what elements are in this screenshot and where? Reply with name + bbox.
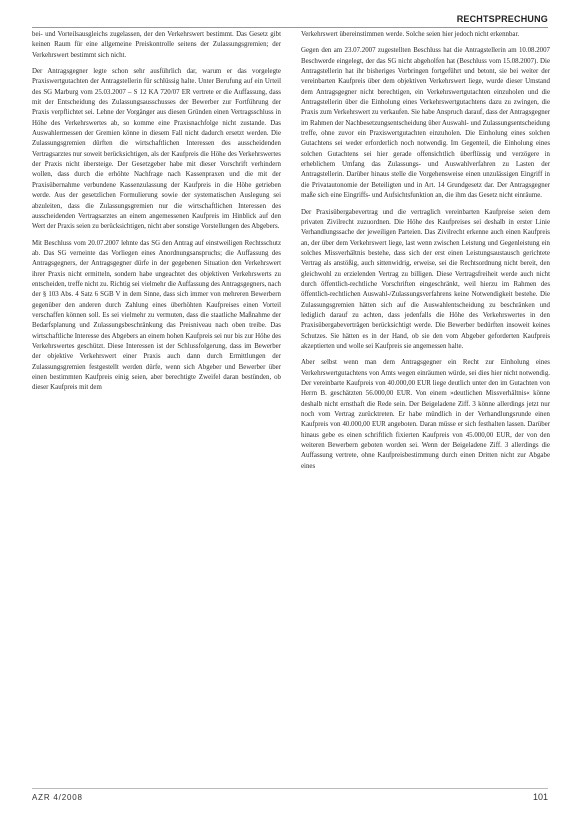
page-header xyxy=(32,14,548,28)
paragraph: Der Antragsgegner legte schon sehr ausführlich dar, warum er das vorgelegte Praxiswertgutachten der Antragstellerin für schlüssig halte. Unter Berufung auf ein Urteil des SG Marburg vom 25.03.2007 – S 12 KA 720/07 ER vertrete er die Auffassung, dass mit der Entscheidung des Zulassungsausschusses der Bewerber zur Fortführung der Praxis verpflichtet sei. Lehne der Vorgänger aus diesen Gründen einen Vertragsschluss in Höhe des Verkehrswertes ab, so komme eine Praxisnachfolge nicht zustande. Das Auswahlermessen der Gremien könne in diesem Fall nicht dadurch ersetzt werden. Die Zulassungsgremien dürften die wirtschaftlichen Interessen des ausscheidenden Vertragsarztes nur soweit berücksichtigen, als der Kaufpreis die Höhe des Verkehrswertes der Praxis nicht übersteige. Der Gesetzgeber habe mit dieser Vorschrift verhindern wollen, dass durch die erhöhte Nachfrage nach Kassenpraxen und die mit der Praxisübernahme verbundene Kassenzulassung der Kaufpreis in die Höhe getrieben werde. Aus der gesetzlichen Formulierung sowie der systematischen Auslegung sei abzuleiten, dass die Zulassungsgremien nur die wirtschaftlichen Interessen des ausscheidenden Vertragsarztes an einem angemessenen Kaufpreis im Hinblick auf den Wert der Praxis seien zu berücksichtigen, nicht aber sonstige Vorstellungen des Abgebers. xyxy=(32,68,281,231)
paragraph: bei- und Vorteilsausgleichs zugelassen, der den Verkehrswert bestimmt. Das Gesetz gibt keinen Raum für eine allgemeine Preiskontrolle seitens der Zulassungsgremien; der Verkehrswert bestimmt sich nicht. xyxy=(32,31,281,59)
page-number: 101 xyxy=(532,792,548,802)
header-rule xyxy=(32,27,548,28)
paragraph: Mit Beschluss vom 20.07.2007 lehnte das SG den Antrag auf einstweiligen Rechtsschutz ab. Das SG verneinte das Vorliegen eines Anordnungsanspruchs; die Auffassung des Antragsgegners, der Antragsgegner dürfe in der gegebenen Situation den Verkehrswert ihrer Praxis nicht ermitteln, sondern habe ungeachtet des objektiven Verkehrswerts zu entscheiden, treffe nicht zu. Richtig sei vielmehr die Auffassung des Antragsgegners, nach der § 103 Abs. 4 Satz 6 SGB V in dem Sinne, dass sich immer von mehreren Bewerbern gegenüber den anderen durch Zahlung eines überhöhten Kaufpreises einen Vorteil verschaffen können soll. Es sei vielmehr zu vermuten, dass die staatliche Maßnahme der Bedarfsplanung und Zulassungsbeschränkung das Preisniveau nach oben treibe. Das wirtschaftliche Interesse des Abgebers an einem hohen Kaufpreis sei nur bis zur Höhe des Verkehrswertes geschützt. Diese Interessen ist der Schlussfolgerung, dass im Bewerber der objektive Verkehrswert einer Praxis auch dann durch Ermittlungen der Zulassungsgremien festgestellt werden dürfe, wenn sich Abgeber und Bewerber über einen bestimmten Kaufpreis einig seien, aber berechtigte Zweifel daran bestünden, ob dieser Kaufpreis mit dem xyxy=(32,239,281,392)
paragraph: Verkehrswert übereinstimmen werde. Solche seien hier jedoch nicht erkennbar. xyxy=(301,31,520,38)
left-column xyxy=(32,30,281,782)
text-columns xyxy=(32,30,550,782)
journal-issue: AZR 4/2008 xyxy=(32,793,83,802)
paragraph: Gegen den am 23.07.2007 zugestellten Beschluss hat die Antragstellerin am 10.08.2007 Beschwerde eingelegt, der das SG nicht abgeholfen hat (Beschluss vom 15.08.2007). Die Antragstellerin hat ihr bisheriges Vorbringen fortgeführt und betont, sie bei weiter der vereinbarten Kaufpreis über dem objektiven Verkehrswert liege, wurde dieser Umstand dem Antragsgegner nicht berechtigen, ein Verkehrswertgutachten einzuholen und die Antragstellerin über die Einholung eines Verkehrswertgutachtens dazu zu zwingen, die Praxis zum Verkehrswert zu verkaufen. Sie habe Anspruch darauf, dass der Antragsgegner im Rahmen der Nachbesetzungsentscheidung über Auswahl- und Zulassungsentscheidung treffe, ohne zuvor ein Praxiswertgutachten einzuholen. Die Einholung eines solchen Gutachtens sei weder erforderlich noch notwendig. Im Gegenteil, die Einholung eines solchen Gutachtens sei hier gerade offensichtlich überflüssig und verzögere in erheblichem Umfang das Zulassungs- und Auswahlverfahren zu Lasten der Antragstellerin. Darüber hinaus stelle die Vorgehensweise einen unzulässigen Eingriff in die Privatautonomie der Beteiligten und in Art. 14 Grundgesetz dar. Der Antragsgegner maße sich eine Eingriffs- und Aufsichtsfunktion an, die ihm das Gesetz nicht einräume. xyxy=(301,47,550,200)
page-footer xyxy=(32,788,548,805)
paragraph: Der Praxisübergabevertrag und die vertraglich vereinbarten Kaufpreise seien dem privaten Zivilrecht zuzuordnen. Die Höhe des Kaufpreises sei deshalb in erster Linie Verhandlungssache der jeweiligen Parteien. Das Zivilrecht erkenne auch einen Kaufpreis an, der über dem Verkehrswert liege, last wenn zwischen Leistung und Gegenleistung ein solches Missverhältnis bestehe, dass sich der erst einen Leistungsaustausch gerichtete Vertrag als anstößig, auch sittenwidrig, erweise, sei die Rechtsordnung nicht bereit, den gleichwohl zu erzielenden Vertrag zu billigen. Diese Vertragsfreiheit werde auch nicht durch öffentlich-rechtliche Vorschriften eingeschränkt, weil hierzu im Rahmen des öffentlich-rechtlichen Auswahl-/Zulassungsverfahrens keine Notwendigkeit bestehe. Die Zulassungsgremien hätten sich auf die Auswahlentscheidung zu beschränken und lediglich darauf zu achten, dass jedenfalls die Höhe des Verkehrswertes in den Praxisübergabeverträgen berücksichtigt werde. Die Bewerber bedürften insoweit keines Schutzes. Sie hätten es in der Hand, ob sie den vom Abgeber geforderten Kaufpreis akzeptierten und wolle sei Kaufpreis sie angemessen halte. xyxy=(301,208,550,350)
section-label: RECHTSPRECHUNG xyxy=(456,14,548,24)
paragraph: Aber selbst wenn man dem Antragsgegner ein Recht zur Einholung eines Verkehrswertgutachtens von Amts wegen einräumen würde, sei dies hier nicht notwendig. Der vereinbarte Kaufpreis von 40.000,00 EUR liege deutlich unter den im Gutachten von Herrn B. geschätzten 56.000,00 EUR. Von einem »deutlichen Missverhältnis« könne deshalb nicht ernsthaft die Rede sein. Der Beigeladene Ziff. 3 könne allerdings jetzt nur noch vom Vertrag zurücktreten. Er habe mündlich in der Verhandlungsrunde einen Kaufpreis von 40.000,00 EUR angeboten. Daran müsse er sich festhalten lassen. Darüber hinaus gebe es einen schriftlich fixierten Kaufpreis von 45.000,00 EUR, der von den weiteren Bewerbern geboten worden sei. Wenn der Beigeladene Ziff. 3 allerdings die Auffassung vertrete, ohne Kaufpreisbestimmung durch einen Dritten nicht zur Abgabe eines xyxy=(301,359,550,470)
right-column xyxy=(301,30,550,782)
